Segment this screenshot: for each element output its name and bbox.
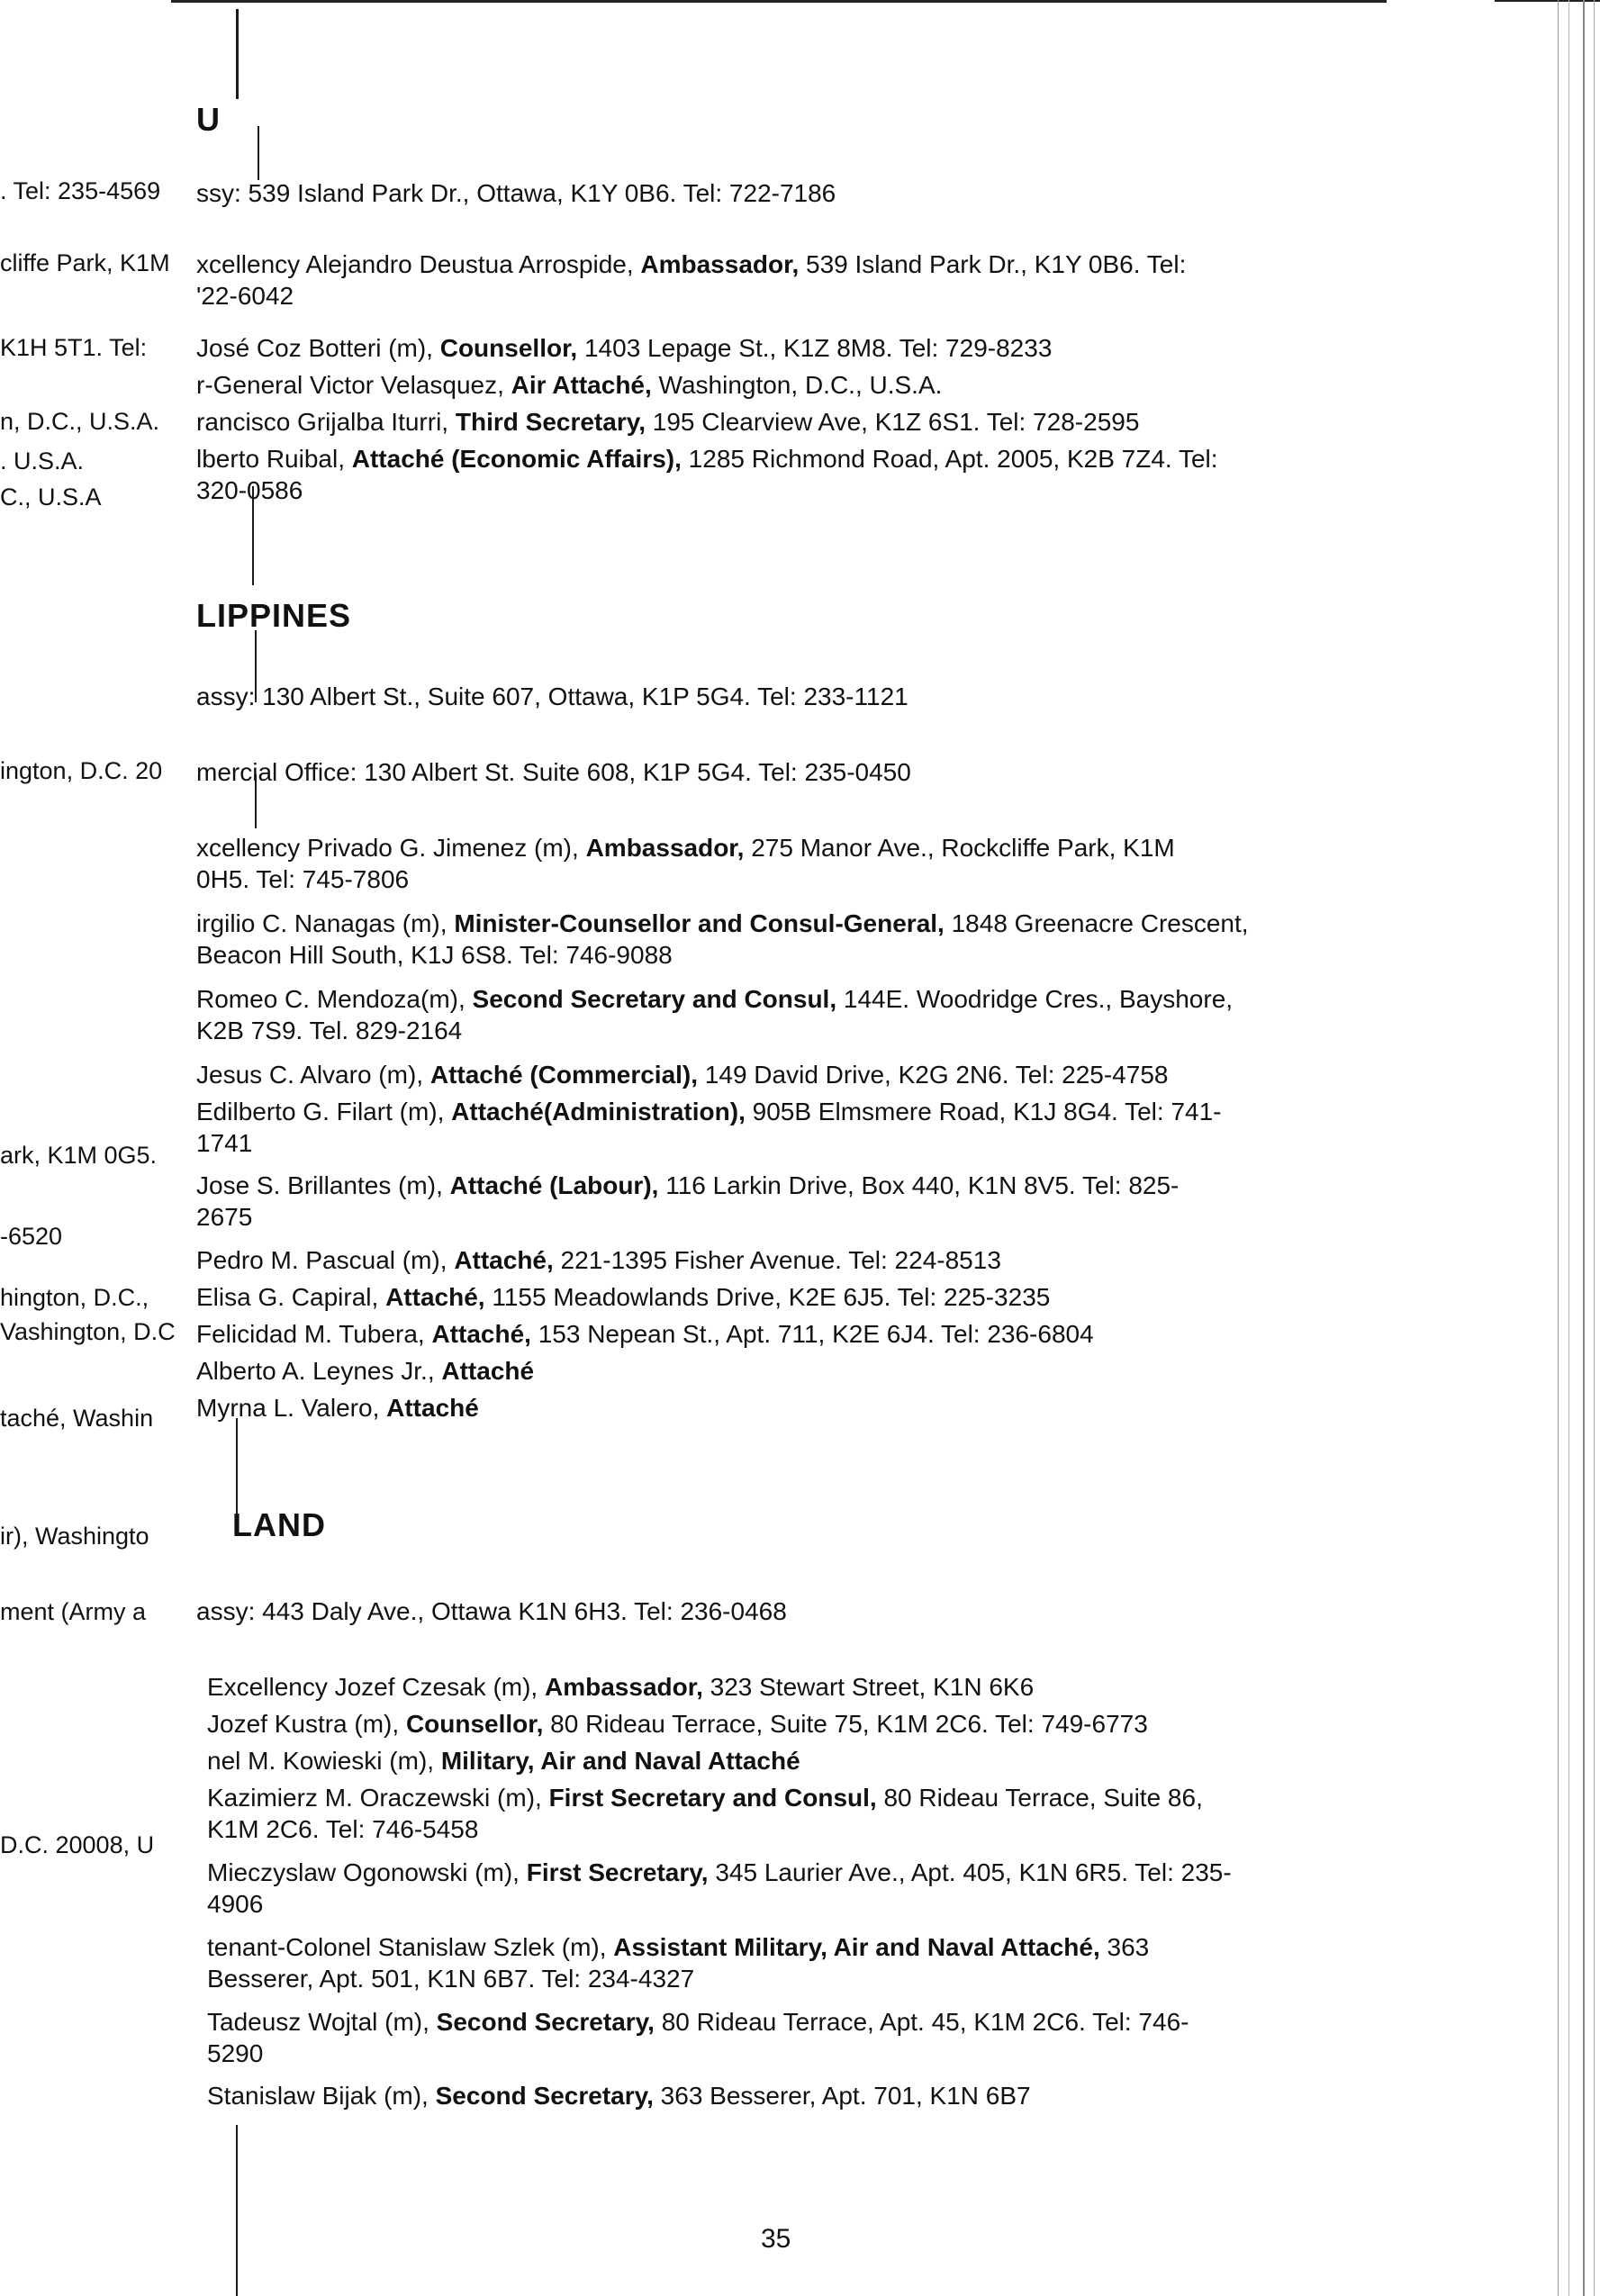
staff-address: 149 David Drive, K2G 2N6. Tel: 225-4758: [698, 1061, 1169, 1089]
staff-entry: [207, 2081, 1031, 2111]
staff-name: r-General Victor Velasquez,: [196, 371, 511, 399]
staff-address: 363: [1099, 1933, 1150, 1961]
staff-role: Assistant Military, Air and Naval Attaché,: [613, 1933, 1100, 1961]
staff-role: Ambassador,: [640, 250, 800, 278]
staff-role: Counsellor,: [405, 1710, 544, 1738]
staff-entry-continuation: K1M 2C6. Tel: 746-5458: [207, 1815, 479, 1843]
staff-name: lberto Ruibal,: [196, 445, 352, 473]
binding-line: [236, 1418, 238, 1517]
commercial-office-philippines: mercial Office: 130 Albert St. Suite 608, K1P 5G4. Tel: 235-0450: [196, 758, 911, 786]
staff-role: Third Secretary,: [455, 408, 646, 436]
page-number: 35: [761, 2224, 791, 2254]
staff-entry: [196, 1319, 1094, 1350]
staff-name: Tadeusz Wojtal (m),: [207, 2008, 437, 2036]
staff-entry: [196, 407, 1139, 438]
staff-name: Excellency Jozef Czesak (m),: [207, 1673, 545, 1701]
staff-entry: [196, 333, 1052, 364]
left-fragment-text: -6520: [0, 1223, 63, 1250]
staff-entry-continuation: Beacon Hill South, K1J 6S8. Tel: 746-9088: [196, 941, 673, 969]
staff-entry: [196, 1171, 1179, 1201]
staff-name: irgilio C. Nanagas (m),: [196, 909, 455, 937]
staff-address: 1155 Meadowlands Drive, K2E 6J5. Tel: 225-3235: [484, 1283, 1051, 1311]
staff-entry: [196, 908, 1249, 939]
staff-entry-continuation: 1741: [196, 1129, 253, 1157]
left-fragment-text: ment (Army a: [0, 1598, 147, 1625]
staff-entry: [207, 1932, 1149, 1963]
staff-entry-continuation: 320-0586: [196, 476, 303, 504]
staff-role: Attaché: [441, 1357, 535, 1385]
staff-role: Second Secretary,: [435, 2082, 654, 2110]
embassy-address-poland: assy: 443 Daly Ave., Ottawa K1N 6H3. Tel: 236-0468: [196, 1597, 787, 1625]
staff-entry-continuation: 4906: [207, 1890, 264, 1918]
staff-address: 363 Besserer, Apt. 701, K1N 6B7: [653, 2082, 1031, 2110]
scan-edge-line: [1594, 0, 1595, 2296]
staff-name: Stanislaw Bijak (m),: [207, 2082, 436, 2110]
staff-address: 1848 Greenacre Crescent,: [944, 909, 1249, 937]
staff-role: Attaché,: [454, 1246, 554, 1274]
staff-address: 539 Island Park Dr., K1Y 0B6. Tel:: [799, 250, 1187, 278]
left-fragment-text: Vashington, D.C: [0, 1318, 176, 1345]
staff-role: Ambassador,: [545, 1673, 703, 1701]
staff-address: 116 Larkin Drive, Box 440, K1N 8V5. Tel: 825-: [658, 1171, 1180, 1199]
left-fragment-text: D.C. 20008, U: [0, 1831, 155, 1858]
left-fragment-text: hington, D.C.,: [0, 1284, 149, 1311]
staff-entry: [196, 833, 1175, 863]
country-heading-philippines: LIPPINES: [196, 597, 352, 634]
staff-address: 1403 Lepage St., K1Z 8M8. Tel: 729-8233: [577, 334, 1053, 362]
staff-address: 275 Manor Ave., Rockcliffe Park, K1M: [744, 834, 1175, 862]
staff-role: Attaché,: [431, 1320, 531, 1348]
country-heading-peru: U: [196, 101, 221, 138]
staff-name: xcellency Privado G. Jimenez (m),: [196, 834, 586, 862]
staff-entry: [196, 1393, 479, 1424]
staff-name: Pedro M. Pascual (m),: [196, 1246, 455, 1274]
staff-name: Felicidad M. Tubera,: [196, 1320, 432, 1348]
staff-entry-continuation: '22-6042: [196, 282, 294, 310]
left-fragment-text: cliffe Park, K1M: [0, 249, 170, 276]
staff-name: Jozef Kustra (m),: [207, 1710, 406, 1738]
staff-entry: [207, 1783, 1203, 1813]
staff-entry: [207, 2007, 1189, 2038]
staff-role: Ambassador,: [585, 834, 745, 862]
left-fragment-text: n, D.C., U.S.A.: [0, 408, 160, 435]
staff-entry: [196, 1245, 1001, 1276]
staff-address: 80 Rideau Terrace, Apt. 45, K1M 2C6. Tel: 746-: [654, 2008, 1189, 2036]
staff-role: Second Secretary and Consul,: [472, 985, 837, 1013]
staff-name: Kazimierz M. Oraczewski (m),: [207, 1784, 549, 1812]
staff-entry: [196, 249, 1186, 280]
staff-name: tenant-Colonel Stanislaw Szlek (m),: [207, 1933, 614, 1961]
staff-entry: [196, 370, 942, 401]
staff-name: José Coz Botteri (m),: [196, 334, 440, 362]
staff-entry: [196, 1356, 534, 1387]
staff-entry-continuation: 5290: [207, 2039, 264, 2067]
binding-line: [258, 126, 259, 180]
staff-entry: [196, 1282, 1050, 1313]
staff-name: Jose S. Brillantes (m),: [196, 1171, 450, 1199]
staff-address: 905B Elmsmere Road, K1J 8G4. Tel: 741-: [745, 1098, 1222, 1125]
embassy-address-philippines: assy: 130 Albert St., Suite 607, Ottawa, K1P 5G4. Tel: 233-1121: [196, 682, 908, 710]
staff-entry: [196, 1097, 1222, 1127]
staff-role: Attaché(Administration),: [451, 1098, 746, 1125]
staff-name: Alberto A. Leynes Jr.,: [196, 1357, 442, 1385]
staff-name: Mieczyslaw Ogonowski (m),: [207, 1858, 527, 1886]
staff-role: First Secretary,: [526, 1858, 709, 1886]
staff-address: 153 Nepean St., Apt. 711, K2E 6J4. Tel: 236-6804: [530, 1320, 1094, 1348]
staff-entry-continuation: K2B 7S9. Tel. 829-2164: [196, 1017, 463, 1044]
left-fragment-text: ington, D.C. 20: [0, 757, 163, 784]
staff-address: Washington, D.C., U.S.A.: [651, 371, 943, 399]
staff-name: Jesus C. Alvaro (m),: [196, 1061, 430, 1089]
staff-entry-continuation: Besserer, Apt. 501, K1N 6B7. Tel: 234-4327: [207, 1965, 695, 1993]
staff-name: rancisco Grijalba Iturri,: [196, 408, 456, 436]
staff-address: 345 Laurier Ave., Apt. 405, K1N 6R5. Tel: 235-: [708, 1858, 1232, 1886]
staff-role: Attaché (Labour),: [449, 1171, 659, 1199]
staff-name: xcellency Alejandro Deustua Arrospide,: [196, 250, 641, 278]
country-heading-poland: LAND: [232, 1506, 326, 1543]
top-rule: [171, 0, 1387, 3]
staff-name: nel M. Kowieski (m),: [207, 1747, 441, 1775]
staff-entry: [207, 1858, 1232, 1888]
staff-entry-continuation: 2675: [196, 1203, 253, 1231]
scan-edge-line: [1568, 0, 1569, 2296]
left-fragment-text: . Tel: 235-4569: [0, 177, 161, 204]
left-fragment-text: ir), Washingto: [0, 1523, 149, 1550]
staff-entry: [196, 444, 1218, 475]
staff-address: 80 Rideau Terrace, Suite 75, K1M 2C6. Tel: 749-6773: [543, 1710, 1148, 1738]
staff-entry: [207, 1672, 1034, 1703]
binding-line: [236, 2125, 238, 2296]
staff-role: Counsellor,: [439, 334, 578, 362]
staff-name: Myrna L. Valero,: [196, 1394, 387, 1422]
staff-address: 1285 Richmond Road, Apt. 2005, K2B 7Z4. Tel:: [681, 445, 1218, 473]
scan-edge-line: [1558, 0, 1559, 2296]
staff-address: 323 Stewart Street, K1N 6K6: [702, 1673, 1035, 1701]
staff-address: 144E. Woodridge Cres., Bayshore,: [836, 985, 1234, 1013]
staff-name: Romeo C. Mendoza(m),: [196, 985, 473, 1013]
left-fragment-text: taché, Washin: [0, 1405, 154, 1432]
embassy-address-peru: ssy: 539 Island Park Dr., Ottawa, K1Y 0B6. Tel: 722-7186: [196, 179, 836, 207]
left-fragment-text: K1H 5T1. Tel:: [0, 334, 148, 361]
staff-entry: [207, 1746, 800, 1776]
staff-address: 80 Rideau Terrace, Suite 86,: [876, 1784, 1203, 1812]
left-fragment-text: . U.S.A.: [0, 447, 85, 475]
staff-role: Air Attaché,: [511, 371, 652, 399]
staff-role: First Secretary and Consul,: [548, 1784, 877, 1812]
staff-entry: [196, 984, 1233, 1015]
staff-role: Minister-Counsellor and Consul-General,: [454, 909, 945, 937]
staff-entry: [207, 1709, 1148, 1740]
staff-role: Military, Air and Naval Attaché: [440, 1747, 800, 1775]
staff-role: Attaché (Commercial),: [429, 1061, 699, 1089]
staff-role: Second Secretary,: [436, 2008, 655, 2036]
staff-role: Attaché (Economic Affairs),: [351, 445, 682, 473]
staff-name: Elisa G. Capiral,: [196, 1283, 386, 1311]
binding-line: [236, 9, 239, 99]
staff-address: 195 Clearview Ave, K1Z 6S1. Tel: 728-2595: [646, 408, 1140, 436]
left-fragment-text: C., U.S.A: [0, 484, 102, 511]
staff-role: Attaché,: [385, 1283, 485, 1311]
staff-address: 221-1395 Fisher Avenue. Tel: 224-8513: [553, 1246, 1001, 1274]
staff-role: Attaché: [386, 1394, 479, 1422]
staff-name: Edilberto G. Filart (m),: [196, 1098, 452, 1125]
left-fragment-text: ark, K1M 0G5.: [0, 1142, 158, 1169]
staff-entry: [196, 1060, 1168, 1090]
staff-entry-continuation: 0H5. Tel: 745-7806: [196, 865, 410, 893]
scan-edge-line: [1583, 0, 1585, 2296]
